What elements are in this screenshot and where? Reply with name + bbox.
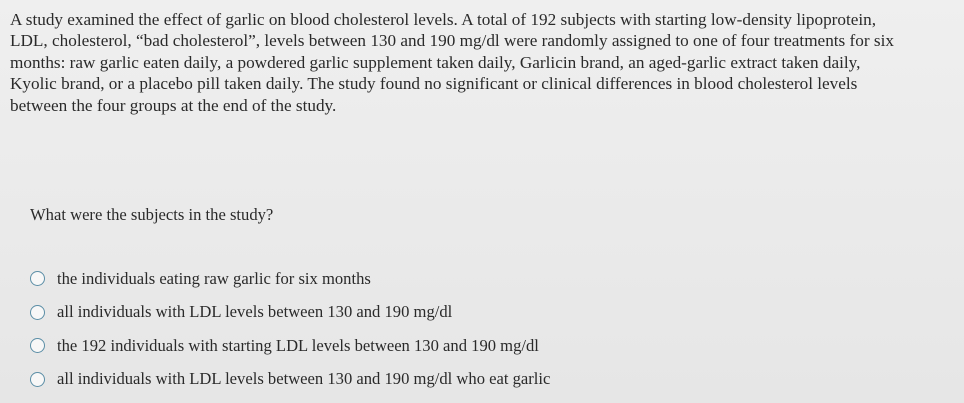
answer-option[interactable] — [30, 296, 550, 330]
answer-option[interactable] — [30, 262, 550, 296]
study-description-line: LDL, cholesterol, “bad cholesterol”, levels between 130 and 190 mg/dl were randomly assigned to one of four treatments for six — [10, 31, 894, 51]
answer-option-label: all individuals with LDL levels between 130 and 190 mg/dl who eat garlic — [57, 369, 551, 389]
radio-button[interactable] — [30, 338, 45, 353]
question-prompt: What were the subjects in the study? — [30, 205, 274, 224]
study-description-line: A study examined the effect of garlic on blood cholesterol levels. A total of 192 subjects with starting low-density lipoprotein, — [10, 10, 877, 29]
study-description — [10, 9, 950, 116]
answer-option-label: all individuals with LDL levels between 130 and 190 mg/dl — [57, 302, 453, 322]
study-description-line: between the four groups at the end of the study. — [10, 95, 337, 115]
study-description-line: Kyolic brand, or a placebo pill taken daily. The study found no significant or clinical differences in blood cholesterol levels — [10, 74, 858, 94]
answer-option[interactable] — [30, 329, 550, 363]
answer-option-label: the individuals eating raw garlic for six months — [57, 268, 371, 288]
answer-option[interactable] — [30, 363, 550, 397]
radio-button[interactable] — [30, 271, 45, 286]
answer-options — [30, 262, 550, 396]
radio-button[interactable] — [30, 305, 45, 320]
radio-button[interactable] — [30, 372, 45, 387]
study-description-line: months: raw garlic eaten daily, a powdered garlic supplement taken daily, Garlicin brand, an aged-garlic extract taken daily, — [10, 52, 861, 72]
answer-option-label: the 192 individuals with starting LDL levels between 130 and 190 mg/dl — [57, 335, 539, 355]
